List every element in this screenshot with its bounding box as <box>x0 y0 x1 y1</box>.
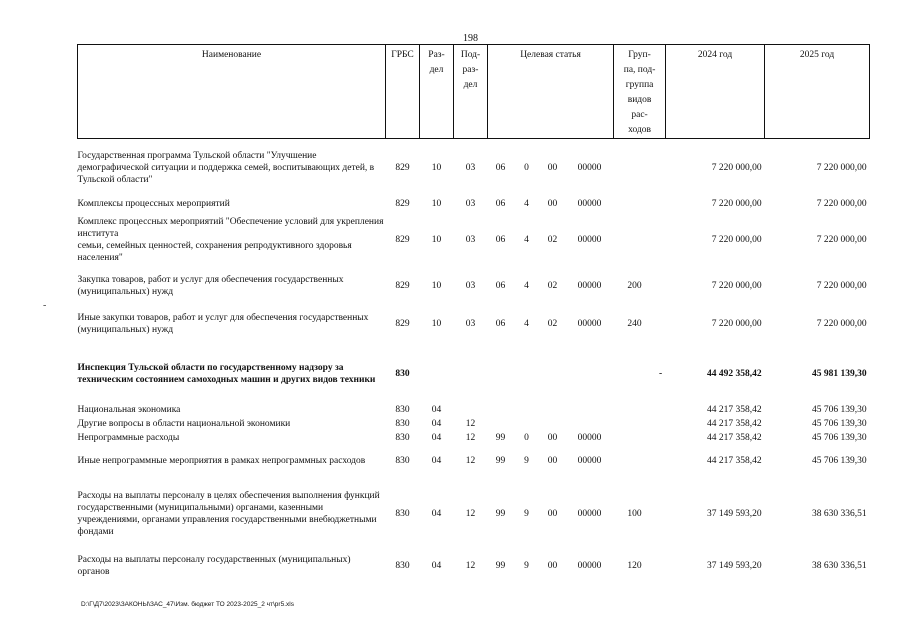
row-amount-2024: 44 217 358,42 <box>706 455 762 466</box>
row-podrazdel <box>454 345 488 403</box>
row-target-code <box>566 403 614 417</box>
row-expense-group <box>614 445 656 477</box>
row-podrazdel: 03 <box>465 234 476 245</box>
row-target-program: 99 <box>495 560 506 571</box>
row-razdel: 04 <box>431 455 442 466</box>
row-target-program: 06 <box>495 162 506 173</box>
row-name: Иные закупки товаров, работ и услуг для обеспечения государственных (муниципальных) нужд <box>77 312 369 335</box>
row-amount-2025: 7 220 000,00 <box>816 234 867 245</box>
row-target-sub: 02 <box>547 318 558 329</box>
row-marker <box>656 211 666 269</box>
row-amount-2024: 37 149 593,20 <box>706 508 762 519</box>
row-grbs: 830 <box>395 368 410 379</box>
row-name: Комплекс процессных мероприятий "Обеспечение условий для укрепления института семьи, семейных ценностей, сохранения репродуктивного здоровья населения" <box>77 216 384 263</box>
table-row <box>78 269 870 303</box>
row-amount-2025: 7 220 000,00 <box>816 280 867 291</box>
row-target-code: 00000 <box>577 560 602 571</box>
row-name: Иные непрограммные мероприятия в рамках непрограммных расходов <box>77 455 366 466</box>
row-target-code: 00000 <box>577 162 602 173</box>
table-row <box>78 139 870 197</box>
row-target-sub: 02 <box>547 234 558 245</box>
row-razdel: 10 <box>431 280 442 291</box>
row-target-code: 00000 <box>577 198 602 209</box>
row-amount-2025: 45 706 139,30 <box>811 418 867 429</box>
row-razdel: 04 <box>431 404 442 415</box>
row-amount-2025: 38 630 336,51 <box>811 560 867 571</box>
header-2024: 2024 год <box>666 45 765 139</box>
row-target-type: 9 <box>524 455 529 466</box>
row-amount-2024: 7 220 000,00 <box>711 198 762 209</box>
row-podrazdel: 03 <box>465 162 476 173</box>
row-target-sub: 00 <box>547 432 558 443</box>
row-grbs: 829 <box>395 234 410 245</box>
table-row <box>78 551 870 581</box>
file-path-footer: D:\Г\Д7\2023\ЗАКОНЫ\ЗАС_47\Изм. бюджет ТО 2023-2025_2 чт\pr5.xls <box>81 601 294 608</box>
header-expense-group: Груп- па, под- группа видов рас- ходов <box>614 45 666 139</box>
margin-mark: - <box>43 300 47 311</box>
row-podrazdel: 12 <box>465 455 476 466</box>
row-grbs: 829 <box>395 318 410 329</box>
row-amount-2024: 7 220 000,00 <box>711 234 762 245</box>
row-razdel: 10 <box>431 234 442 245</box>
row-marker <box>656 445 666 477</box>
table-row <box>78 431 870 445</box>
header-2025: 2025 год <box>765 45 870 139</box>
row-target-sub: 00 <box>547 455 558 466</box>
row-expense-group: 100 <box>627 508 642 519</box>
row-target-sub: 00 <box>547 198 558 209</box>
row-marker: - <box>658 368 663 379</box>
table-row <box>78 417 870 431</box>
row-amount-2025: 7 220 000,00 <box>816 162 867 173</box>
row-target-type: 9 <box>524 560 529 571</box>
row-amount-2024: 44 217 358,42 <box>706 404 762 415</box>
table-row <box>78 477 870 551</box>
table-row <box>78 445 870 477</box>
row-expense-group <box>614 345 656 403</box>
row-target-program: 06 <box>495 280 506 291</box>
row-expense-group <box>614 403 656 417</box>
row-target-program: 06 <box>495 234 506 245</box>
row-name: Закупка товаров, работ и услуг для обеспечения государственных (муниципальных) нужд <box>77 274 344 297</box>
row-target-program <box>488 345 514 403</box>
row-marker <box>656 431 666 445</box>
row-grbs: 830 <box>395 418 410 429</box>
row-target-code <box>566 417 614 431</box>
row-podrazdel: 03 <box>465 318 476 329</box>
row-name: Инспекция Тульской области по государственному надзору за техническим состоянием самоходных машин и других видов техники <box>77 362 376 385</box>
row-target-type: 9 <box>524 508 529 519</box>
row-target-program: 99 <box>495 508 506 519</box>
row-amount-2025: 45 706 139,30 <box>811 404 867 415</box>
row-podrazdel: 03 <box>465 280 476 291</box>
row-target-type: 4 <box>524 234 529 245</box>
row-grbs: 830 <box>395 432 410 443</box>
row-target-program: 06 <box>495 198 506 209</box>
row-podrazdel: 12 <box>465 560 476 571</box>
row-grbs: 829 <box>395 280 410 291</box>
budget-table <box>77 44 870 581</box>
row-target-type: 4 <box>524 280 529 291</box>
row-name: Непрограммные расходы <box>77 432 180 443</box>
row-target-program <box>488 403 514 417</box>
row-name: Национальная экономика <box>77 404 181 415</box>
row-amount-2025: 45 981 139,30 <box>811 368 867 379</box>
row-razdel: 10 <box>431 162 442 173</box>
row-expense-group: 200 <box>627 280 642 291</box>
row-amount-2024: 7 220 000,00 <box>711 280 762 291</box>
row-amount-2024: 7 220 000,00 <box>711 318 762 329</box>
row-target-type <box>514 417 540 431</box>
row-marker <box>656 197 666 211</box>
row-podrazdel: 12 <box>465 418 476 429</box>
row-grbs: 830 <box>395 508 410 519</box>
row-target-type: 4 <box>524 198 529 209</box>
row-amount-2024: 7 220 000,00 <box>711 162 762 173</box>
row-target-code: 00000 <box>577 508 602 519</box>
row-target-code: 00000 <box>577 455 602 466</box>
row-razdel <box>420 345 454 403</box>
row-marker <box>656 551 666 581</box>
table-row <box>78 403 870 417</box>
row-target-type: 0 <box>524 162 529 173</box>
row-marker <box>656 303 666 345</box>
row-name: Другие вопросы в области национальной экономики <box>77 418 291 429</box>
table-header-row <box>78 45 870 139</box>
row-target-program <box>488 417 514 431</box>
row-podrazdel: 03 <box>465 198 476 209</box>
row-podrazdel <box>454 403 488 417</box>
row-podrazdel: 12 <box>465 508 476 519</box>
page-number: 198 <box>463 33 478 44</box>
row-amount-2025: 38 630 336,51 <box>811 508 867 519</box>
row-marker <box>656 403 666 417</box>
row-grbs: 830 <box>395 404 410 415</box>
row-target-sub <box>540 403 566 417</box>
row-amount-2024: 44 217 358,42 <box>706 418 762 429</box>
header-target-article: Целевая статья <box>488 45 614 139</box>
header-razdel: Раз- дел <box>420 45 454 139</box>
row-target-code: 00000 <box>577 280 602 291</box>
table-row <box>78 197 870 211</box>
row-target-type <box>514 345 540 403</box>
row-name: Комплексы процессных мероприятий <box>77 198 230 209</box>
header-name: Наименование <box>78 45 386 139</box>
row-razdel: 04 <box>431 432 442 443</box>
row-expense-group <box>614 197 656 211</box>
row-target-code: 00000 <box>577 318 602 329</box>
row-amount-2024: 44 492 358,42 <box>706 368 762 379</box>
row-razdel: 10 <box>431 198 442 209</box>
header-grbs: ГРБС <box>386 45 420 139</box>
row-amount-2025: 7 220 000,00 <box>816 318 867 329</box>
row-razdel: 04 <box>431 508 442 519</box>
row-target-sub: 00 <box>547 508 558 519</box>
row-target-code <box>566 345 614 403</box>
row-expense-group <box>614 417 656 431</box>
row-marker <box>656 139 666 197</box>
row-marker <box>656 269 666 303</box>
row-expense-group: 120 <box>627 560 642 571</box>
row-expense-group <box>614 431 656 445</box>
row-target-sub <box>540 345 566 403</box>
row-expense-group: 240 <box>627 318 642 329</box>
row-target-type: 4 <box>524 318 529 329</box>
row-grbs: 829 <box>395 162 410 173</box>
row-amount-2024: 37 149 593,20 <box>706 560 762 571</box>
row-target-program: 99 <box>495 455 506 466</box>
row-target-code: 00000 <box>577 432 602 443</box>
row-grbs: 830 <box>395 560 410 571</box>
table-row <box>78 345 870 403</box>
row-marker <box>656 417 666 431</box>
row-grbs: 829 <box>395 198 410 209</box>
row-target-sub: 02 <box>547 280 558 291</box>
row-name: Расходы на выплаты персоналу государственных (муниципальных) органов <box>77 554 351 577</box>
header-podrazdel: Под- раз- дел <box>454 45 488 139</box>
row-razdel: 10 <box>431 318 442 329</box>
table-row <box>78 303 870 345</box>
row-target-sub: 00 <box>547 162 558 173</box>
table-row <box>78 211 870 269</box>
row-podrazdel: 12 <box>465 432 476 443</box>
row-target-program: 99 <box>495 432 506 443</box>
row-name: Расходы на выплаты персоналу в целях обеспечения выполнения функций государственными (муниципальными) органами, казенными учреждениями, органами управления государственными внебюджетными фондами <box>77 490 380 537</box>
row-razdel: 04 <box>431 560 442 571</box>
row-marker <box>656 477 666 551</box>
row-name: Государственная программа Тульской области "Улучшение демографической ситуации и поддержка семей, воспитывающих детей, в Тульской области" <box>77 150 375 185</box>
row-target-sub: 00 <box>547 560 558 571</box>
row-amount-2024: 44 217 358,42 <box>706 432 762 443</box>
row-grbs: 830 <box>395 455 410 466</box>
row-expense-group <box>614 139 656 197</box>
row-razdel: 04 <box>431 418 442 429</box>
row-target-code: 00000 <box>577 234 602 245</box>
row-amount-2025: 45 706 139,30 <box>811 432 867 443</box>
row-amount-2025: 7 220 000,00 <box>816 198 867 209</box>
row-target-type <box>514 403 540 417</box>
row-amount-2025: 45 706 139,30 <box>811 455 867 466</box>
row-target-type: 0 <box>524 432 529 443</box>
row-expense-group <box>614 211 656 269</box>
row-target-sub <box>540 417 566 431</box>
row-target-program: 06 <box>495 318 506 329</box>
